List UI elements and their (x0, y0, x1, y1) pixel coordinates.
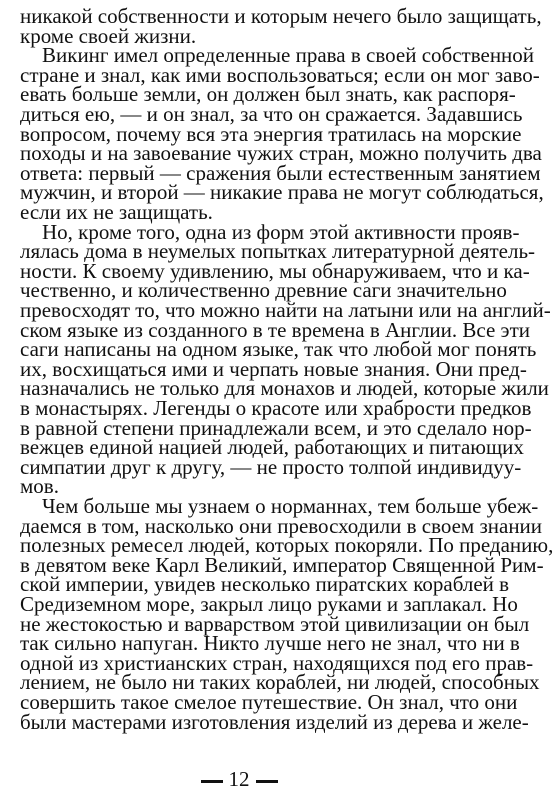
text-line: были мастерами изготовления изделий из дерева и желе- (20, 709, 529, 734)
text-line: так сильно напуган. Никто лучше него не знал, что ни в (20, 631, 520, 656)
text-line: ответа: первый — сражения были естественным занятием (20, 160, 541, 185)
text-line: лялась дома в неумелых попытках литературной деятель- (20, 239, 536, 264)
text-line: ском языке из созданного в те времена в Англии. Все эти (20, 317, 530, 342)
right-dash (256, 780, 278, 783)
text-line: вопросом, почему вся эта энергия тратилась на морские (20, 121, 522, 146)
text-line: не жестокостью и варварством этой цивилизации он был (20, 611, 530, 636)
text-line: симпатии друг к другу, — не просто толпой индивидуу- (20, 454, 522, 479)
text-line: в монастырях. Легенды о красоте или храбрости предков (20, 396, 532, 420)
text-line: превосходят то, что можно найти на латыни или на англий- (20, 298, 551, 322)
text-line: одной из христианских стран, находящихся под его прав- (20, 650, 534, 675)
text-line: мов. (20, 474, 59, 499)
text-line: их, восхищаться ими и черпать новые знания. Они пред- (20, 356, 527, 381)
text-line: чественно, и количественно древние саги значительно (20, 278, 507, 303)
text-line: если их не защищать. (20, 200, 213, 224)
text-line: лением, не было ни таких кораблей, ни людей, способных (20, 670, 540, 695)
text-line: вежцев единой нацией людей, работающих и питающих (20, 435, 524, 460)
text-line: Чем больше мы узнаем о норманнах, тем больше убеж- (42, 494, 539, 518)
text-line: полезных ремесел людей, которых покоряли. По преданию, (20, 533, 553, 558)
text-line: совершить такое смелое путешествие. Он знал, что они (20, 690, 518, 714)
text-line: саги написаны на одном языке, так что любой мог понять (20, 337, 537, 362)
text-line: Но, кроме того, одна из форм этой активности прояв- (42, 219, 520, 244)
text-line: евать больше земли, он должен был знать, как распоря- (20, 82, 516, 107)
text-line: ской империи, увидев несколько пиратских кораблей в (20, 572, 510, 597)
text-line: кроме своей жизни. (20, 23, 197, 48)
text-line: Викинг имел определенные права в своей собственной (42, 43, 535, 68)
text-line: мужчин, и второй — никакие права не могут соблюдаться, (20, 180, 544, 205)
text-line: никакой собственности и которым нечего было защищать, (20, 4, 542, 28)
text-line: диться ею, — и он знал, за что он сражается. Задавшись (20, 102, 523, 126)
text-line: в девятом веке Карл Великий, император Священной Рим- (20, 552, 544, 577)
text-line: ности. К своему удивлению, мы обнаруживаем, что и ка- (20, 258, 530, 283)
text-line: в равной степени принадлежали всем, и это сделало нор- (20, 415, 532, 440)
text-line: стране и знал, как ими воспользоваться; если он мог заво- (20, 62, 540, 87)
text-line: назначались не только для монахов и людей, которые жили (20, 376, 549, 401)
text-line: Средиземном море, закрыл лицо руками и заплакал. Но (20, 592, 518, 616)
page-number: 12 (228, 767, 250, 791)
text-line: походы и на завоевание чужих стран, можно получить два (20, 141, 542, 166)
page-footer (0, 766, 478, 792)
left-dash (201, 780, 223, 783)
text-line: даемся в том, насколько они превосходили в своем знании (20, 513, 543, 538)
